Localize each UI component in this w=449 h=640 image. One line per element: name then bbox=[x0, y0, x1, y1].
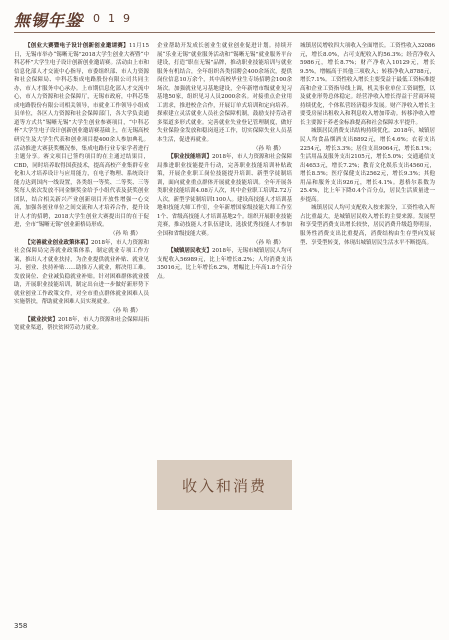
article-heading: 【职业技能培训】 bbox=[168, 154, 213, 161]
section-banner-title: 收入和消费 bbox=[181, 476, 267, 495]
article-text: （孙 哈 撰） bbox=[253, 145, 284, 152]
article-text: 城镇居民人均可支配收入按来源分，工资性收入所占比重最大，是城镇居民收入增长的主要来源。发展型和享受型消费支出增长较快，居民消费升级趋势明显，服务性消费支出比重提高，消费结构由生存型向发展型、享受型转变，体现出城镇居民生活水平不断提高。 bbox=[300, 205, 435, 246]
yearbook-logo: 無锡年鉴 bbox=[14, 11, 83, 30]
text-column-left bbox=[14, 42, 149, 333]
article-paragraph bbox=[300, 204, 435, 247]
article-paragraph bbox=[14, 42, 149, 230]
article-text: 2018年，市人力资源和社会保障局推进职业技能提升行动，完善职业技能培训补贴政策，开展企业职工岗位技能提升培训、新型学徒制培训，面向就业重点群体开展就业技能培训。全年开展各类职业技能培训4.08万人次，其中企业职工培训2.72万人次，新型学徒制培训1100人。建设高技能人才培训基地和技能大师工作室，全年新增国家级技能大师工作室1个、省级高技能人才培训基地2个。组织开展职业技能竞赛，推动技能人才队伍建设，选拔优秀技能人才参加全国和省级技能大赛。 bbox=[157, 154, 292, 238]
article-text: （孙 哈 撰） bbox=[110, 307, 141, 314]
article-heading: 【创业大赛暨电子设计创新创业邀请赛】 bbox=[25, 43, 129, 49]
article-text: 2018年，无锡市城镇居民人均可支配收入56989元，比上年增长8.2%；人均消费支出35016元，比上年增长6.2%，增幅比上年高1.8个百分点。 bbox=[157, 248, 292, 280]
text-column-middle bbox=[157, 42, 292, 281]
article-text: 11月15日，无锡市举办“锡晰无锡”2018大学生创业大赛暨“中科芯杯”大学生电子设计创新创业邀请赛。活动由上市和信息化部人才交流中心指导，市委组织部、市人力资源和社会保障局、中科芯集成电路股份有限公司共同主办，市人才服务中心承办。上市期信息化部人才交流中心，市人力资源和社会保障厅，无锡市政府，中科芯集成电路股份有限公司相关领导，市就业工作领导小组成员单位，各区人力资源和社会保障部门，各大学负责通道等方式共“锡晰无锡”大学生创业参赛项目，“中科芯杯”大学生电子设计创新创业邀请赛基础上，在无锡高校研究生及大学生代表和创业项目提400余人参加典礼。活动推进大赛获奖概况参，集成电路行业专家学者进行主题分享。赛文项目已签约项目的在主通过结果目，CBD，同时培养取得国获技术，提高高校产业集群专业化和人才培养设计与应用能力，在电子物理、系统设计能力达到国内一线设置，各类组一等奖、二等奖、三等奖每人依次发放不同金额奖金给予小组代表及获奖创业团队，结合相关新兴产业创新项目开放性增强一心交流，加强各创业单位之间交流和人才培养合作，提升设计人才的招聘，2018大学生创业大赛提出目的在于促进，全市“锡晰无锡”创业新格局形成。 bbox=[14, 43, 149, 229]
article-author bbox=[157, 239, 292, 248]
header-rule bbox=[14, 32, 435, 33]
article-text: 城镇居民增收四大项收入全面增长。工资性收入32086元，增长8.0%，占可支配收入的56.3%；经营净收入5986元，增长8.7%；财产净收入10129元，增长9.5%，增幅高于其他三项收入；转移净收入8788元，增长7.1%。工资性收入增长主要受益于最低工资标准提高和企业工资指导线上调，机关事业单位工资调整，以及就业形势总体稳定。经营净收入增长得益于营商环境持续优化，个体私营经济稳步发展。财产净收入增长主要受房屋出租收入和利息收入增加带动。转移净收入增长主要源于养老金标准提高和社会保障水平提升。 bbox=[300, 43, 435, 126]
article-heading: 【就业扶贫】 bbox=[25, 316, 59, 323]
article-text: 企业帮助开发成长创业生就业创业促进计划。持续开展“乐业无锡”就业服务活动和“锡晰无锡”就业服务平台建设，打造“职在无锡”品牌，推动职业技能培训与就业服务有机结合，全年组织各类招聘会400余场次，提供岗位信息10万余个，其中高校毕业生专场招聘会100余场次。加强就业见习基地建设，全年新增市级就业见习基地50家，组织见习人员2000余名。对接重点企业用工需求，推进校企合作，开展订单式培训和定向培养。探索建立灵活就业人员社会保障机制，鼓励支持劳动者多渠道多形式就业。完善就业失业登记管理制度，做好失业保险金发放和稳岗返还工作，切实保障失业人员基本生活，促进再就业。 bbox=[157, 43, 292, 144]
article-text: 2018年，市人力资源和社会保障局完善就业政策体系，制定就业专项工作方案，推出人才就业扶持，为企业提供就业补贴、就业见习、创业、扶持补贴……助推万人就业，解决用工难。发放岗位、企业减负稳就业补贴。针对困难群体就业援助，开展职业技能培训，制定出台进一步做好新形势下就业创业工作政策文件，对全市重点群体就业困难人员实施帮扶，帮助就业困难人员实现就业。 bbox=[14, 239, 149, 306]
article-paragraph bbox=[157, 42, 292, 145]
article-paragraph bbox=[157, 153, 292, 238]
article-paragraph bbox=[14, 239, 149, 307]
article-paragraph bbox=[300, 127, 435, 204]
article-text: （孙 哈 撰） bbox=[110, 231, 141, 238]
article-text: 2018年，市人力资源和社会保障局拓宽就业渠道，帮扶贫困劳动力就业。 bbox=[14, 316, 149, 332]
article-text: （孙 哈 撰） bbox=[253, 239, 284, 246]
article-heading: 【城镇居民收支】 bbox=[168, 248, 213, 255]
article-heading: 【完善就业创业政策体系】 bbox=[25, 239, 92, 246]
article-author bbox=[157, 145, 292, 154]
yearbook-year: 2019 bbox=[78, 12, 138, 25]
article-paragraph bbox=[14, 316, 149, 333]
article-author bbox=[14, 307, 149, 316]
page-number: 358 bbox=[14, 622, 28, 630]
article-author bbox=[14, 230, 149, 239]
page-header bbox=[14, 8, 435, 30]
section-banner bbox=[157, 460, 292, 510]
text-column-right bbox=[300, 42, 435, 247]
article-text: 城镇居民消费支出结构持续优化。2018年，城镇居民人均食品烟酒支出8892元，增长4.6%；衣着支出2254元，增长3.3%；居住支出9064元，增长8.1%；生活用品及服务支出2105元，增长5.0%；交通通信支出4653元，增长7.2%；教育文化娱乐支出4560元，增长8.5%；医疗保健支出2562元，增长9.3%；其他用品和服务支出926元，增长4.1%。恩格尔系数为25.4%，比上年下降0.4个百分点，居民生活质量进一步提高。 bbox=[300, 128, 435, 203]
article-paragraph bbox=[300, 42, 435, 127]
article-paragraph bbox=[157, 247, 292, 281]
